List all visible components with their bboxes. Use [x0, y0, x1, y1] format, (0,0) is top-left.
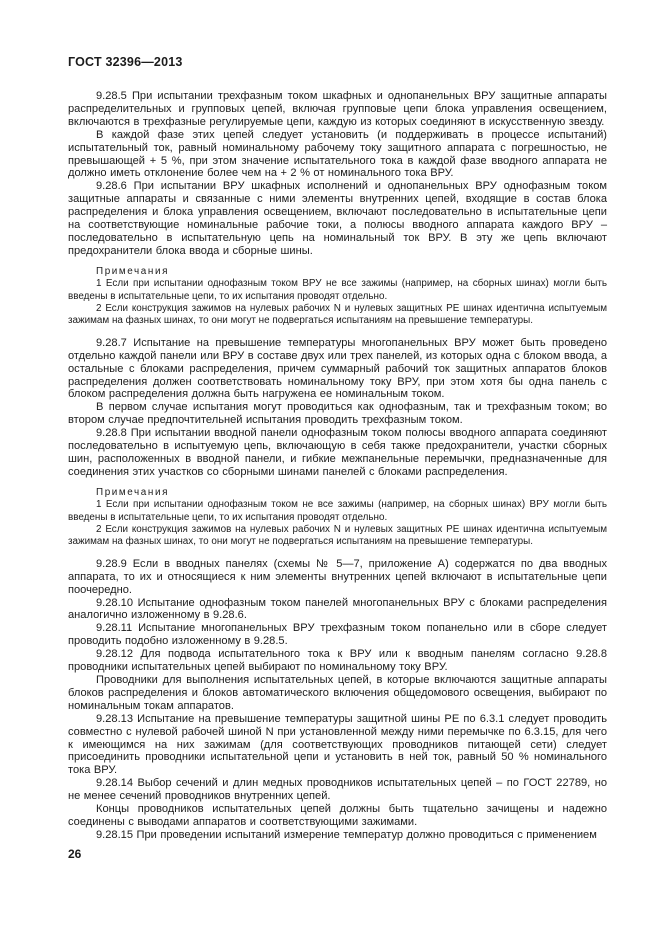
- paragraph: 9.28.6 При испытании ВРУ шкафных исполнений и однопанельных ВРУ однофазным током защитные аппараты и связанные с ними элементы внутренних цепей, входящие в состав блока распределения и блока управления освещением, включают последовательно в испытательные цепи на соответствующие номинальные рабочие токи, а полюсы вводного аппарата каждого ВРУ – последовательно в испытательную цепь на номинальный ток ВРУ. В эту же цепь включают предохранители блока ввода и сборные шины.: [68, 180, 607, 257]
- paragraph: 9.28.8 При испытании вводной панели однофазным током полюсы вводного аппарата соединяют последовательно в испытуемую цепь, включающую в себя также предохранители, участки сборных шин, расположенных в вводной панели, и гибкие межпанельные перемычки, предназначенные для соединения этих участков со сборными шинами панелей с блоками распределения.: [68, 427, 607, 478]
- body-text: [68, 90, 607, 842]
- paragraph: Проводники для выполнения испытательных цепей, в которые включаются защитные аппараты блоков распределения и блоков автоматического включения общедомового освещения, выбирают по номинальным токам аппаратов.: [68, 673, 607, 712]
- page-number: 26: [68, 846, 82, 861]
- paragraph: В каждой фазе этих цепей следует установить (и поддерживать в процессе испытаний) испытательный ток, равный номинальному рабочему току защитного аппарата с погрешностью, не превышающей + 5 %, при этом значение испытательного тока в каждой фазе вводного аппарата не должно иметь отклонение более чем на + 2 % от номинального тока ВРУ.: [68, 128, 607, 180]
- notes-title: Примечания: [96, 486, 170, 498]
- paragraph: 9.28.12 Для подвода испытательного тока к ВРУ или к вводным панелям согласно 9.28.8 проводники испытательных цепей выбирают по номинальному току ВРУ.: [68, 648, 607, 674]
- paragraph: 9.28.11 Испытание многопанельных ВРУ трехфазным током попанельно или в сборе следует проводить подобно изложенному в 9.28.5.: [68, 622, 607, 648]
- paragraph: 9.28.13 Испытание на превышение температуры защитной шины PE по 6.3.1 следует проводить совместно с нулевой рабочей шиной N при установленной между ними перемычке по 6.3.15, для чего к имеющимся на них зажимам (для соответствующих проводников питающей сети) следует присоединить проводники испытательной цепи и установить в ней ток, равный 50 % номинального тока ВРУ.: [68, 712, 607, 777]
- paragraph: 9.28.10 Испытание однофазным током панелей многопанельных ВРУ с блоками распределения аналогично изложенному в 9.28.6.: [68, 596, 607, 622]
- paragraph: 9.28.7 Испытание на превышение температуры многопанельных ВРУ может быть проведено отдельно каждой панели или ВРУ в составе двух или трех панелей, из которых одна с блоком ввода, а остальные с блоками распределения, причем суммарный рабочий ток защитных аппаратов блоков распределения должен соответствовать номинальному току ВРУ, при этом хотя бы одна панель с блоком распределения должна быть нагружена ее номинальным током.: [68, 336, 607, 401]
- notes-title: Примечания: [96, 265, 170, 277]
- note-item: 2 Если конструкция зажимов на нулевых рабочих N и нулевых защитных PE шинах идентична испытуемым зажимам на фазных шинах, то они могут не подвергаться испытаниям на превышение температуры.: [68, 524, 607, 548]
- note-item: 1 Если при испытании однофазным током ВРУ не все зажимы (например, на сборных шинах) могли быть введены в испытательные цепи, то их испытания проводят отдельно.: [68, 278, 607, 302]
- standard-number: ГОСТ 32396—2013: [68, 55, 183, 69]
- paragraph: 9.28.9 Если в вводных панелях (схемы № 5—7, приложение А) содержатся по два вводных аппарата, то их и относящиеся к ним элементы внутренних цепей включают в испытательные цепи поочередно.: [68, 557, 607, 596]
- paragraph: 9.28.5 При испытании трехфазным током шкафных и однопанельных ВРУ защитные аппараты распределительных и групповых цепей, включая групповые цепи блока управления освещением, включаются в трехфазные регулируемые цепи, каждую из которых соединяют в искусственную звезду.: [68, 90, 607, 128]
- notes-block: [68, 487, 607, 549]
- notes-block: [68, 266, 607, 328]
- paragraph: 9.28.14 Выбор сечений и длин медных проводников испытательных цепей – по ГОСТ 22789, но не менее сечений проводников внутренних цепей.: [68, 777, 607, 803]
- note-item: 1 Если при испытании однофазным током не все зажимы (например, на сборных шинах) ВРУ могли быть введены в испытательные цепи, то их испытания проводят отдельно.: [68, 499, 607, 523]
- note-item: 2 Если конструкция зажимов на нулевых рабочих N и нулевых защитных PE шинах идентична испытуемым зажимам на фазных шинах, то они могут не подвергаться испытаниям на превышение температуры.: [68, 303, 607, 327]
- paragraph: 9.28.15 При проведении испытаний измерение температур должно проводиться с применением: [96, 828, 597, 841]
- paragraph: В первом случае испытания могут проводиться как однофазным, так и трехфазным током; во втором случае предпочтительней испытания проводить трехфазным током.: [68, 401, 607, 427]
- paragraph: Концы проводников испытательных цепей должны быть тщательно зачищены и надежно соединены с выводами аппаратов и соответствующими зажимами.: [68, 803, 607, 828]
